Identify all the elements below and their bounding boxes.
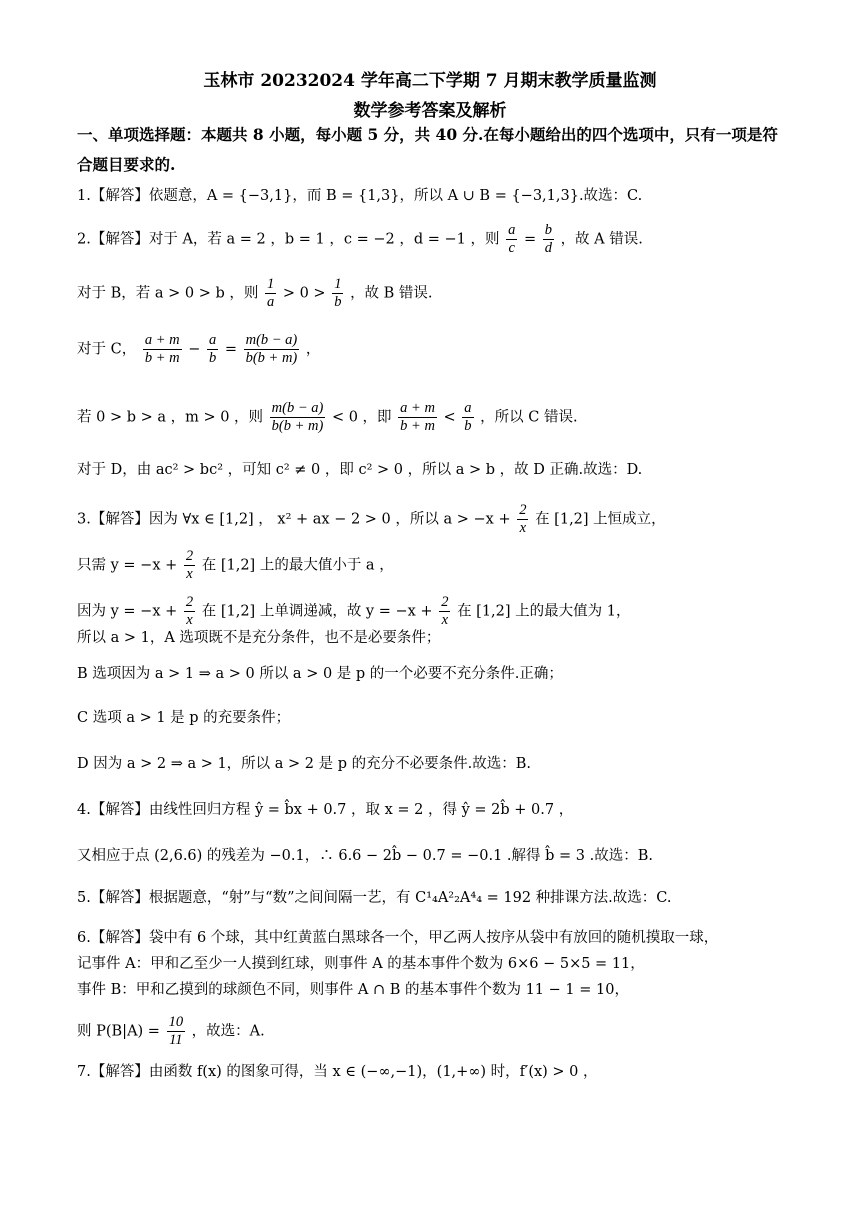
fraction: $\frac{b}{d}$ bbox=[544, 222, 552, 256]
answer-q2-line5: 对于 D，由 ac² > bc² ，可知 c² ≠ 0 ，即 c² > 0 ，所以 a > b ，故 D 正确.故选：D. bbox=[77, 462, 643, 478]
fraction: $\frac{2}{x}$ bbox=[519, 502, 527, 536]
fraction: $\frac{a + m}{b + m}$ bbox=[144, 332, 180, 366]
answer-q6-line2: 记事件 A：甲和乙至少一人摸到红球，则事件 A 的基本事件个数为 6×6 − 5×5 = 11， bbox=[77, 956, 645, 972]
fraction: $\frac{m(b - a)}{b(b + m)}$ bbox=[271, 400, 324, 434]
fraction: $\frac{a}{c}$ bbox=[508, 222, 516, 256]
answer-q2-line4: 若 0 > b > a ，m > 0 ，则 $\frac{m(b - a)}{b(b + m)}$ < 0 ，即 $\frac{a + m}{b + m}$ < $\frac{a}{b}$ ，所以 C 错误. bbox=[77, 400, 578, 434]
answer-q3-line4: 所以 a > 1，A 选项既不是充分条件，也不是必要条件； bbox=[77, 630, 441, 646]
fraction: $\frac{2}{x}$ bbox=[185, 548, 194, 582]
page-subtitle: 数学参考答案及解析 bbox=[353, 101, 507, 121]
fraction: $\frac{10}{11}$ bbox=[168, 1014, 184, 1048]
answer-q7: 7.【解答】由函数 f(x) 的图象可得，当 x ∈ (−∞,−1)，(1,+∞) 时，f′(x) > 0 ， bbox=[77, 1064, 598, 1080]
fraction: $\frac{a}{b}$ bbox=[208, 332, 217, 366]
page-title: 玉林市 20232024 学年高二下学期 7 月期末教学质量监测 bbox=[203, 71, 657, 91]
answer-q3-line5: B 选项因为 a > 1 ⇒ a > 0 所以 a > 0 是 p 的一个必要不充分条件.正确； bbox=[77, 666, 563, 682]
answer-q3-line1: 3.【解答】因为 ∀x ∈ [1,2] ， x² + ax − 2 > 0 ，所以 a > −x + $\frac{2}{x}$ 在 [1,2] 上恒成立， bbox=[77, 502, 666, 536]
answer-q2-line1: 2.【解答】对于 A，若 a = 2 ，b = 1 ，c = −2 ，d = −1 ，则 $\frac{a}{c}$ = $\frac{b}{d}$ ，故 A 错误. bbox=[77, 222, 643, 256]
answer-q3-line7: D 因为 a > 2 ⇒ a > 1，所以 a > 2 是 p 的充分不必要条件.故选：B. bbox=[77, 756, 532, 772]
fraction: $\frac{1}{b}$ bbox=[334, 276, 342, 310]
answer-q3-line2: 只需 y = −x + $\frac{2}{x}$ 在 [1,2] 上的最大值小于 a ， bbox=[77, 548, 394, 582]
answer-q4-line1: 4.【解答】由线性回归方程 ŷ = b̂x + 0.7 ，取 x = 2 ，得 ŷ = 2b̂ + 0.7 ， bbox=[77, 802, 574, 818]
answer-q3-line6: C 选项 a > 1 是 p 的充要条件； bbox=[77, 710, 291, 726]
fraction: $\frac{m(b - a)}{b(b + m)}$ bbox=[245, 332, 298, 366]
answer-q3-line3: 因为 y = −x + $\frac{2}{x}$ 在 [1,2] 上单调递减，故 y = −x + $\frac{2}{x}$ 在 [1,2] 上的最大值为 1， bbox=[77, 594, 631, 628]
fraction: $\frac{a + m}{b + m}$ bbox=[400, 400, 435, 434]
answer-q6-line4: 则 P(B|A) = $\frac{10}{11}$ ，故选：A. bbox=[77, 1014, 265, 1048]
answer-q2-line3: 对于 C， $\frac{a + m}{b + m}$ − $\frac{a}{b}$ = $\frac{m(b - a)}{b(b + m)}$ ， bbox=[77, 332, 321, 366]
fraction: $\frac{a}{b}$ bbox=[464, 400, 472, 434]
fraction: $\frac{2}{x}$ bbox=[185, 594, 194, 628]
section-heading: 一、单项选择题：本题共 8 小题，每小题 5 分，共 40 分.在每小题给出的四个选项中，只有一项是符合题目要求的. bbox=[77, 125, 778, 174]
answer-q2-line2: 对于 B，若 a > 0 > b ，则 $\frac{1}{a}$ > 0 > $\frac{1}{b}$ ，故 B 错误. bbox=[77, 276, 433, 310]
answer-q5: 5.【解答】根据题意，“射”与“数”之间间隔一艺，有 C¹₄A²₂A⁴₄ = 192 种排课方法.故选：C. bbox=[77, 890, 672, 906]
answer-q6-line3: 事件 B：甲和乙摸到的球颜色不同，则事件 A ∩ B 的基本事件个数为 11 − 1 = 10， bbox=[77, 982, 629, 998]
answer-q6-line1: 6.【解答】袋中有 6 个球，其中红黄蓝白黑球各一个，甲乙两人按序从袋中有放回的随机摸取一球， bbox=[77, 930, 719, 946]
fraction: $\frac{2}{x}$ bbox=[441, 594, 449, 628]
fraction: $\frac{1}{a}$ bbox=[266, 276, 275, 310]
answer-q4-line2: 又相应于点 (2,6.6) 的残差为 −0.1，∴ 6.6 − 2b̂ − 0.7 = −0.1 .解得 b̂ = 3 .故选：B. bbox=[77, 848, 653, 864]
answer-q1: 1.【解答】依题意，A = {−3,1}，而 B = {1,3}，所以 A ∪ B = {−3,1,3}.故选：C. bbox=[77, 188, 643, 204]
